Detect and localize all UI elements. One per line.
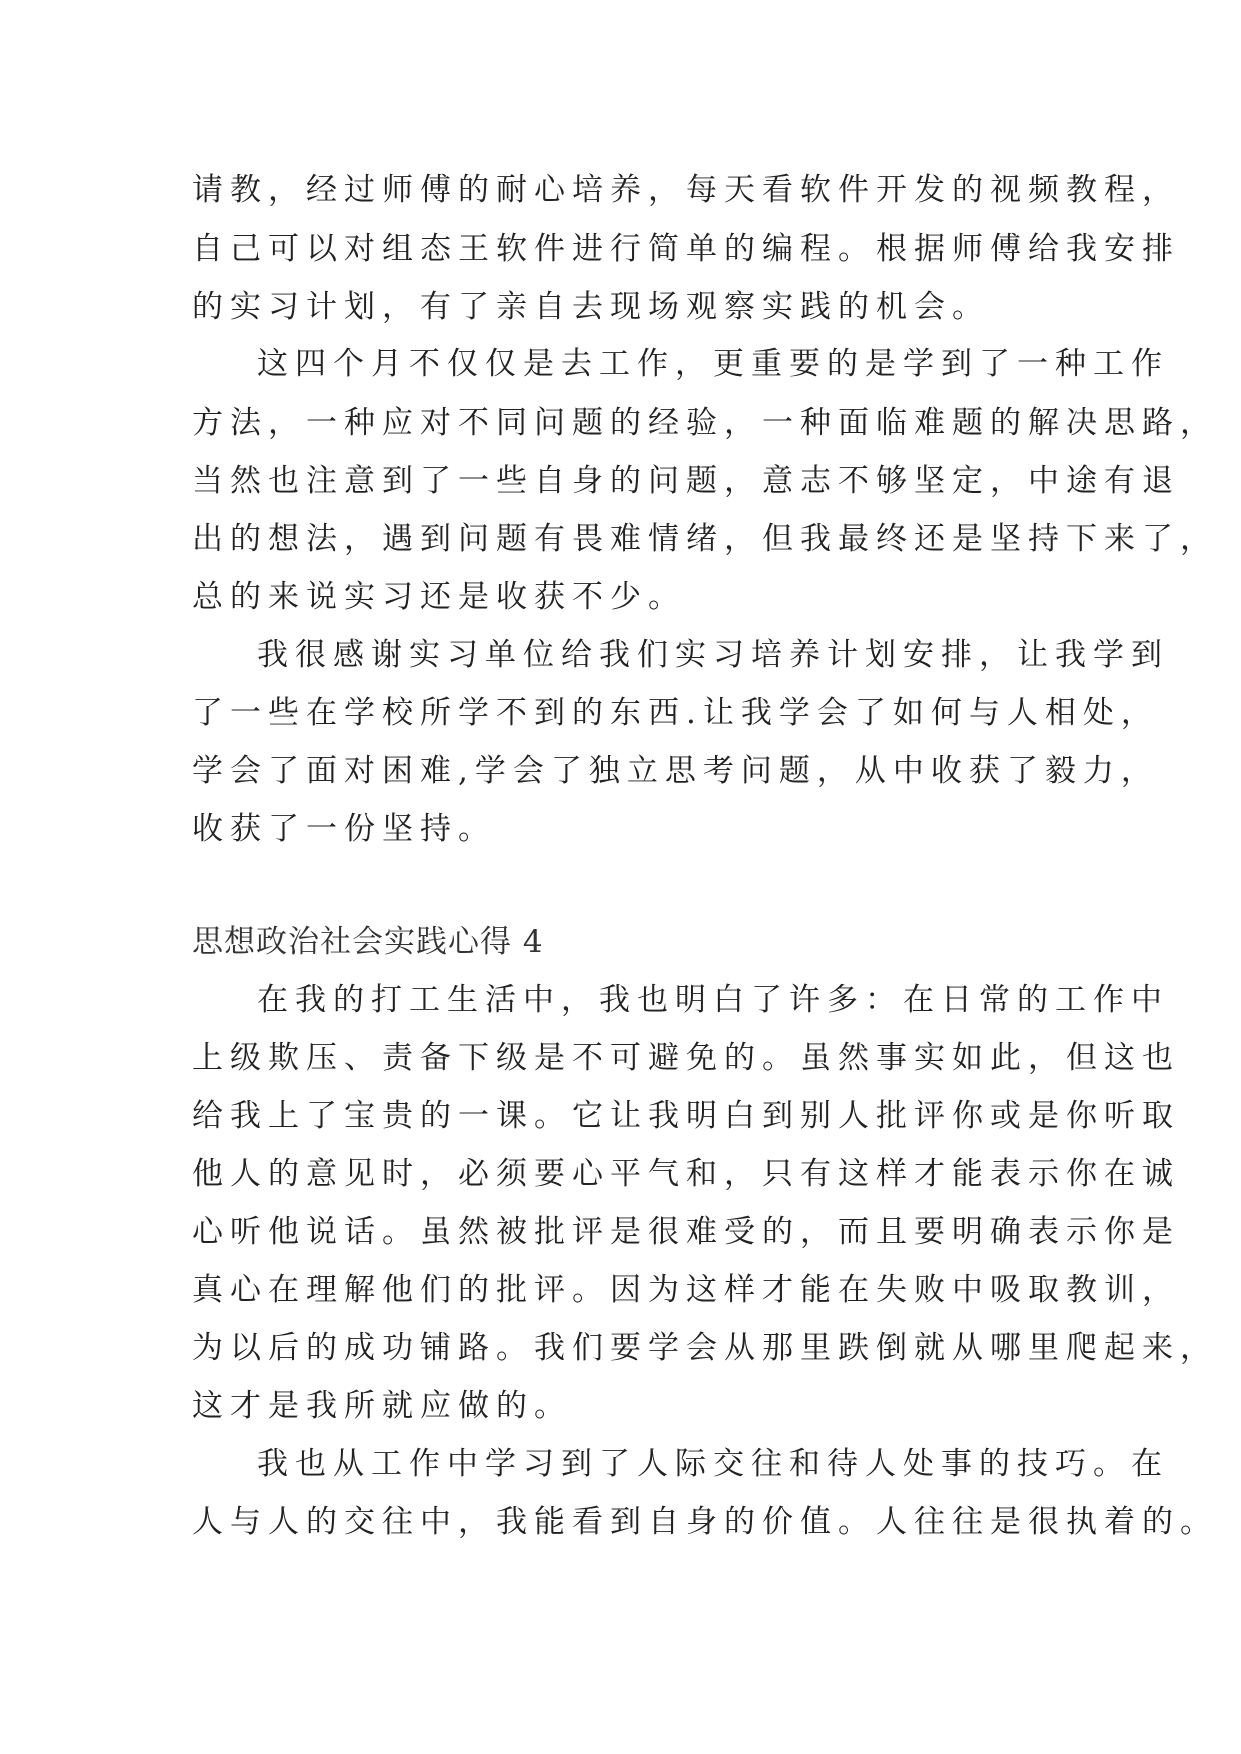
paragraph-line: 收获了一份坚持。 (192, 811, 496, 847)
paragraph-line: 在我的打工生活中，我也明白了许多：在日常的工作中 (257, 982, 1169, 1018)
paragraph-line: 的实习计划，有了亲自去现场观察实践的机会。 (192, 289, 990, 325)
paragraph-line: 学会了面对困难,学会了独立思考问题，从中收获了毅力， (192, 753, 1159, 789)
paragraph-line: 当然也注意到了一些自身的问题，意志不够坚定，中途有退 (192, 463, 1180, 499)
section-heading: 思想政治社会实践心得 4 (192, 924, 544, 960)
paragraph-line: 总的来说实习还是收获不少。 (192, 579, 686, 615)
paragraph-line: 了一些在学校所学不到的东西.让我学会了如何与人相处， (192, 695, 1159, 731)
paragraph-line: 为以后的成功铺路。我们要学会从那里跌倒就从哪里爬起来， (192, 1330, 1218, 1366)
paragraph-line: 他人的意见时，必须要心平气和，只有这样才能表示你在诚 (192, 1156, 1180, 1192)
paragraph-line: 请教，经过师傅的耐心培养，每天看软件开发的视频教程， (192, 172, 1180, 208)
paragraph-line: 真心在理解他们的批评。因为这样才能在失败中吸取教训， (192, 1272, 1180, 1308)
paragraph-line: 自己可以对组态王软件进行简单的编程。根据师傅给我安排 (192, 231, 1180, 267)
paragraph-line: 这四个月不仅仅是去工作，更重要的是学到了一种工作 (257, 346, 1169, 382)
paragraph-line: 出的想法，遇到问题有畏难情绪，但我最终还是坚持下来了， (192, 521, 1218, 557)
paragraph-line: 给我上了宝贵的一课。它让我明白到别人批评你或是你听取 (192, 1098, 1180, 1134)
paragraph-line: 心听他说话。虽然被批评是很难受的，而且要明确表示你是 (192, 1214, 1180, 1250)
paragraph-line: 上级欺压、责备下级是不可避免的。虽然事实如此，但这也 (192, 1040, 1180, 1076)
paragraph-line: 这才是我所就应做的。 (192, 1388, 572, 1424)
paragraph-line: 方法，一种应对不同问题的经验，一种面临难题的解决思路， (192, 405, 1218, 441)
paragraph-line: 我很感谢实习单位给我们实习培养计划安排，让我学到 (257, 637, 1169, 673)
paragraph-line: 我也从工作中学习到了人际交往和待人处事的技巧。在 (257, 1446, 1169, 1482)
paragraph-line: 人与人的交往中，我能看到自身的价值。人往往是很执着的。 (192, 1504, 1218, 1540)
